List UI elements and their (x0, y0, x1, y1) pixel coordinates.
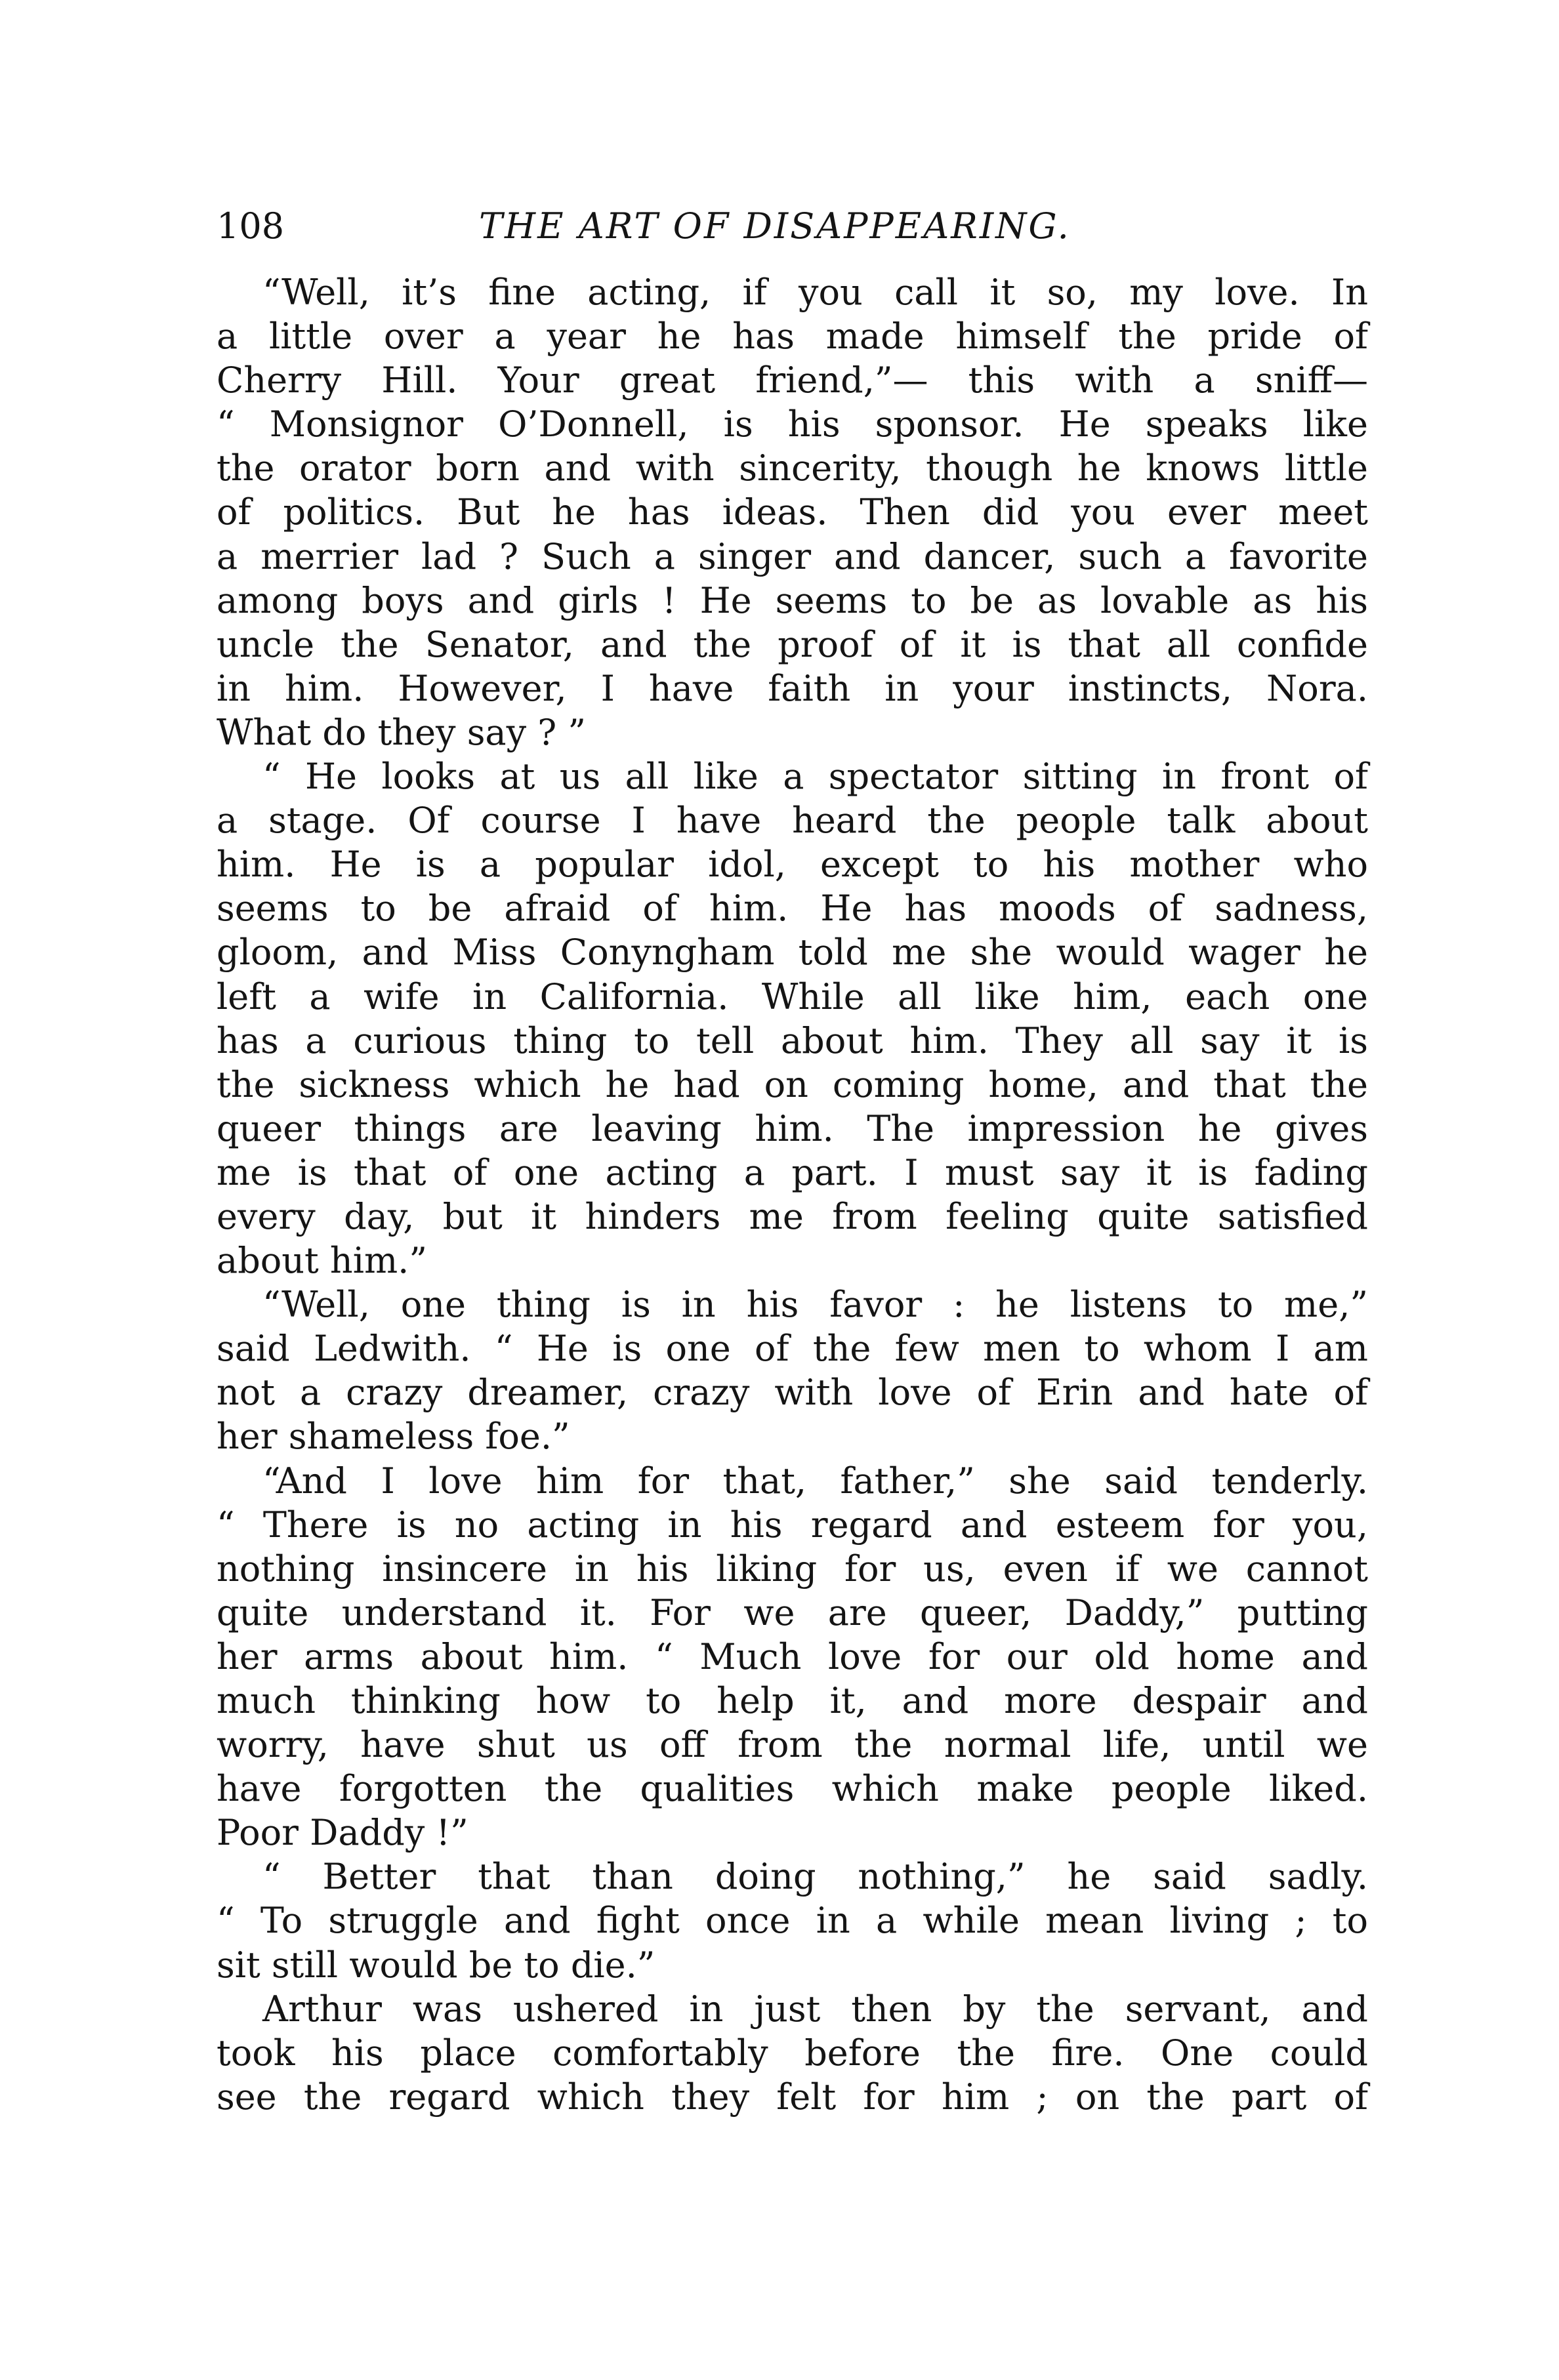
text-line: uncle the Senator, and the proof of it is that all confide (217, 623, 1368, 665)
text-line: among boys and girls ! He seems to be as lovable as his (217, 579, 1368, 621)
text-line: much thinking how to help it, and more despair and (217, 1680, 1368, 1721)
text-line: “Well, one thing is in his favor : he listens to me,” (262, 1284, 1368, 1326)
text-line: the sickness which he had on coming home, and that the (217, 1063, 1368, 1105)
paragraph (217, 1987, 1368, 2119)
text-line: not a crazy dreamer, crazy with love of Erin and hate of (217, 1372, 1368, 1414)
text-line: her shameless foe.” (217, 1416, 570, 1458)
paragraph (217, 270, 1368, 754)
text-line: has a curious thing to tell about him. They all say it is (217, 1019, 1368, 1061)
text-line: Cherry Hill. Your great friend,”— this with a sniff— (217, 359, 1368, 401)
text-line: quite understand it. For we are queer, Daddy,” putting (217, 1591, 1368, 1633)
text-line: worry, have shut us off from the normal life, until we (217, 1724, 1368, 1766)
page-header (217, 197, 1368, 256)
text-line: What do they say ? ” (217, 711, 586, 753)
text-line: “And I love him for that, father,” she said tenderly. (262, 1460, 1368, 1502)
text-line: gloom, and Miss Conyngham told me she would wager he (217, 932, 1368, 974)
text-line: “ He looks at us all like a spectator sitting in front of (262, 756, 1368, 798)
running-title: THE ART OF DISAPPEARING. (479, 205, 1071, 247)
text-line: left a wife in California. While all like him, each one (217, 975, 1368, 1017)
text-line: sit still would be to die.” (217, 1944, 655, 1986)
text-line: him. He is a popular idol, except to his mother who (217, 844, 1368, 886)
paragraph (217, 1282, 1368, 1458)
text-line: of politics. But he has ideas. Then did you ever meet (217, 491, 1368, 533)
text-line: queer things are leaving him. The impression he gives (217, 1107, 1368, 1149)
text-line: nothing insincere in his liking for us, even if we cannot (217, 1548, 1368, 1590)
text-line: every day, but it hinders me from feeling quite satisfied (217, 1195, 1368, 1237)
paragraph (217, 1855, 1368, 1986)
text-line: seems to be afraid of him. He has moods of sadness, (217, 888, 1368, 930)
text-line: have forgotten the qualities which make people liked. (217, 1768, 1368, 1810)
text-line: a merrier lad ? Such a singer and dancer, such a favorite (217, 535, 1368, 577)
text-line: see the regard which they felt for him ; on the part of (217, 2076, 1368, 2118)
text-line: took his place comfortably before the fire. One could (217, 2032, 1368, 2074)
text-line: said Ledwith. “ He is one of the few men to whom I am (217, 1328, 1368, 1370)
body-text (217, 270, 1368, 2119)
text-line: “ To struggle and fight once in a while mean living ; to (217, 1900, 1368, 1942)
text-line: a little over a year he has made himself the pride of (217, 316, 1368, 358)
text-line: Arthur was ushered in just then by the servant, and (262, 1988, 1368, 2030)
text-line: “ There is no acting in his regard and esteem for you, (217, 1504, 1368, 1546)
text-line: in him. However, I have faith in your instincts, Nora. (217, 667, 1368, 709)
paragraph (217, 1459, 1368, 1855)
page-number: 108 (217, 205, 285, 247)
text-line: “ Monsignor O’Donnell, is his sponsor. He speaks like (217, 403, 1368, 445)
text-line: “ Better that than doing nothing,” he said sadly. (262, 1856, 1368, 1898)
text-line: Poor Daddy !” (217, 1812, 468, 1854)
paragraph (217, 754, 1368, 1282)
text-line: about him.” (217, 1240, 427, 1282)
text-line: a stage. Of course I have heard the people talk about (217, 800, 1368, 842)
text-line: the orator born and with sincerity, though he knows little (217, 447, 1368, 489)
text-line: her arms about him. “ Much love for our old home and (217, 1635, 1368, 1677)
text-line: me is that of one acting a part. I must say it is fading (217, 1151, 1368, 1193)
text-line: “Well, it’s fine acting, if you call it so, my love. In (262, 272, 1368, 313)
